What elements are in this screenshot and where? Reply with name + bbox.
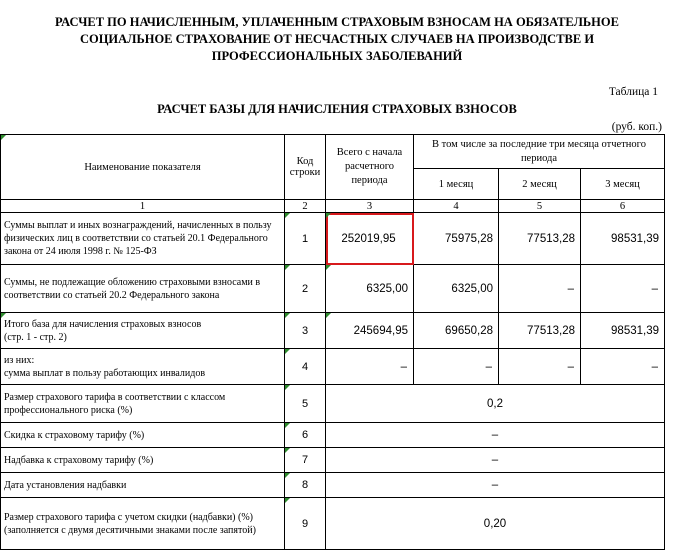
row-3-name-line-2: (стр. 1 - стр. 2) bbox=[4, 331, 67, 343]
table-row bbox=[1, 423, 665, 448]
table-row bbox=[1, 213, 665, 265]
row-4-code[interactable]: 4 bbox=[285, 349, 326, 385]
table-row bbox=[1, 265, 665, 313]
row-6-value[interactable]: – bbox=[326, 423, 665, 448]
row-3-code[interactable]: 3 bbox=[285, 313, 326, 349]
row-5-value[interactable]: 0,2 bbox=[326, 385, 665, 423]
header-month-2: 2 месяц bbox=[499, 169, 581, 200]
row-6-name[interactable]: Скидка к страховому тарифу (%) bbox=[1, 423, 285, 448]
row-8-value[interactable]: – bbox=[326, 473, 665, 498]
column-number-5: 5 bbox=[499, 200, 581, 213]
title-line-1: РАСЧЕТ ПО НАЧИСЛЕННЫМ, УПЛАЧЕННЫМ СТРАХОВЫМ ВЗНОСАМ НА ОБЯЗАТЕЛЬНОЕ bbox=[55, 15, 619, 29]
row-1-name[interactable]: Суммы выплат и иных вознаграждений, начисленных в пользу физических лиц в соответствии со статьей 20.1 Федерального закона от 24 июля 1998 г. № 125-ФЗ bbox=[1, 213, 285, 265]
table-row bbox=[1, 448, 665, 473]
row-8-code[interactable]: 8 bbox=[285, 473, 326, 498]
row-1-month-3[interactable]: 98531,39 bbox=[581, 213, 665, 265]
column-number-3: 3 bbox=[326, 200, 414, 213]
header-code: Код строки bbox=[285, 135, 326, 200]
row-4-name[interactable] bbox=[1, 349, 285, 385]
row-4-total[interactable]: – bbox=[326, 349, 414, 385]
header-total: Всего с начала расчетного периода bbox=[326, 135, 414, 200]
row-9-code[interactable]: 9 bbox=[285, 498, 326, 550]
row-7-name[interactable]: Надбавка к страховому тарифу (%) bbox=[1, 448, 285, 473]
base-calculation-table bbox=[0, 134, 665, 550]
row-3-month-1[interactable]: 69650,28 bbox=[414, 313, 499, 349]
row-1-month-2[interactable]: 77513,28 bbox=[499, 213, 581, 265]
row-5-name[interactable]: Размер страхового тарифа в соответствии с классом профессионального риска (%) bbox=[1, 385, 285, 423]
row-4-name-line-1: из них: bbox=[4, 354, 35, 366]
document-title bbox=[0, 14, 674, 65]
table-subtitle: РАСЧЕТ БАЗЫ ДЛЯ НАЧИСЛЕНИЯ СТРАХОВЫХ ВЗНОСОВ bbox=[157, 102, 517, 116]
row-1-total-highlighted[interactable]: 252019,95 bbox=[326, 213, 414, 265]
row-1-code[interactable]: 1 bbox=[285, 213, 326, 265]
row-3-month-2[interactable]: 77513,28 bbox=[499, 313, 581, 349]
row-4-name-line-2: сумма выплат в пользу работающих инвалидов bbox=[4, 367, 206, 379]
row-5-code[interactable]: 5 bbox=[285, 385, 326, 423]
row-3-name-line-1: Итого база для начисления страховых взносов bbox=[4, 318, 202, 330]
row-8-name[interactable]: Дата установления надбавки bbox=[1, 473, 285, 498]
row-3-total[interactable]: 245694,95 bbox=[326, 313, 414, 349]
row-9-value[interactable]: 0,20 bbox=[326, 498, 665, 550]
row-4-month-3[interactable]: – bbox=[581, 349, 665, 385]
title-line-2: СОЦИАЛЬНОЕ СТРАХОВАНИЕ ОТ НЕСЧАСТНЫХ СЛУЧАЕВ НА ПРОИЗВОДСТВЕ И bbox=[79, 32, 595, 46]
header-month-3: 3 месяц bbox=[581, 169, 665, 200]
row-7-code[interactable]: 7 bbox=[285, 448, 326, 473]
column-number-2: 2 bbox=[285, 200, 326, 213]
column-number-6: 6 bbox=[581, 200, 665, 213]
row-7-value[interactable]: – bbox=[326, 448, 665, 473]
row-2-code[interactable]: 2 bbox=[285, 265, 326, 313]
column-number-4: 4 bbox=[414, 200, 499, 213]
row-4-month-1[interactable]: – bbox=[414, 349, 499, 385]
row-2-month-2[interactable]: – bbox=[499, 265, 581, 313]
row-6-code[interactable]: 6 bbox=[285, 423, 326, 448]
column-number-1: 1 bbox=[1, 200, 285, 213]
row-1-month-1[interactable]: 75975,28 bbox=[414, 213, 499, 265]
header-name: Наименование показателя bbox=[1, 135, 285, 200]
table-row bbox=[1, 349, 665, 385]
table-row bbox=[1, 385, 665, 423]
table-row bbox=[1, 473, 665, 498]
table-row bbox=[1, 498, 665, 550]
row-2-month-3[interactable]: – bbox=[581, 265, 665, 313]
row-4-month-2[interactable]: – bbox=[499, 349, 581, 385]
header-month-1: 1 месяц bbox=[414, 169, 499, 200]
row-9-name[interactable]: Размер страхового тарифа с учетом скидки (надбавки) (%) (заполняется с двумя десятичными знаками после запятой) bbox=[1, 498, 285, 550]
row-2-name[interactable]: Суммы, не подлежащие обложению страховыми взносами в соответствии со статьей 20.2 Федерального закона bbox=[1, 265, 285, 313]
row-3-name[interactable] bbox=[1, 313, 285, 349]
units-label: (руб. коп.) bbox=[611, 121, 662, 133]
row-2-month-1[interactable]: 6325,00 bbox=[414, 265, 499, 313]
row-3-month-3[interactable]: 98531,39 bbox=[581, 313, 665, 349]
table-row bbox=[1, 313, 665, 349]
table-number-label: Таблица 1 bbox=[608, 86, 658, 98]
header-last-three-months: В том числе за последние три месяца отчетного периода bbox=[414, 135, 665, 169]
row-2-total[interactable]: 6325,00 bbox=[326, 265, 414, 313]
title-line-3: ПРОФЕССИОНАЛЬНЫХ ЗАБОЛЕВАНИЙ bbox=[211, 49, 463, 63]
